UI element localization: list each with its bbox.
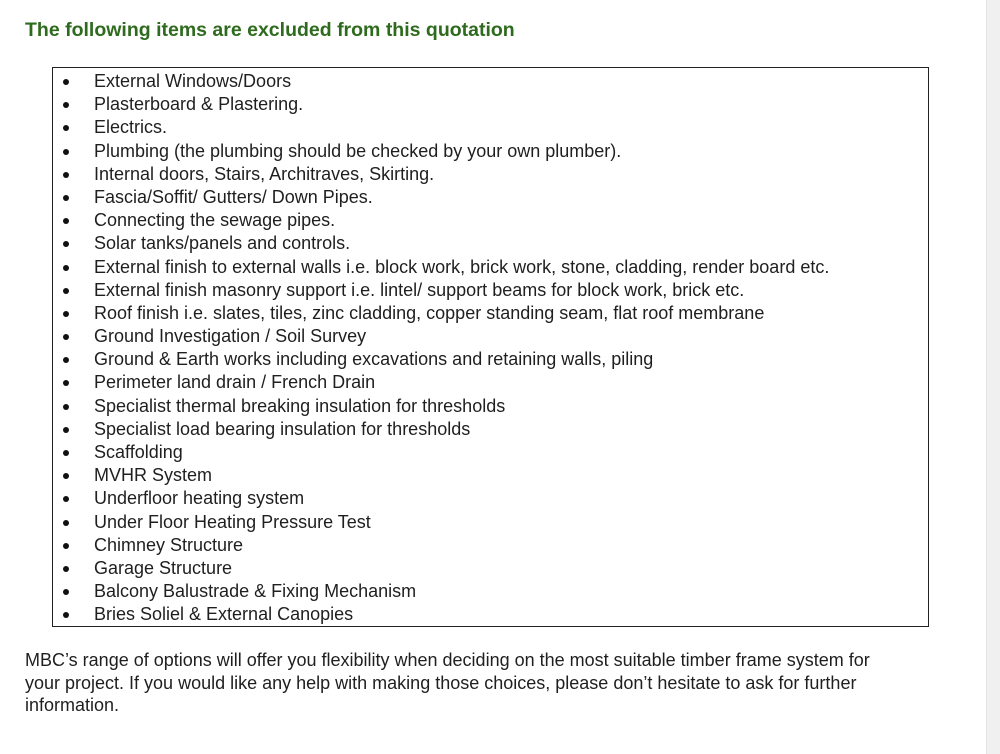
list-item-text: Connecting the sewage pipes.: [94, 210, 336, 231]
list-item-text: Plumbing (the plumbing should be checked by your own plumber).: [94, 140, 622, 161]
list-item-text: Specialist load bearing insulation for thresholds: [94, 418, 471, 439]
list-item: [53, 487, 928, 510]
bullet-icon: [63, 612, 69, 618]
bullet-icon: [63, 427, 69, 433]
list-item-text: Fascia/Soffit/ Gutters/ Down Pipes.: [94, 186, 373, 207]
bullet-icon: [63, 125, 69, 131]
list-item-text: Chimney Structure: [94, 534, 244, 555]
bullet-icon: [63, 334, 69, 340]
bullet-icon: [63, 380, 69, 386]
list-item-text: Electrics.: [94, 117, 168, 138]
list-item-text: Scaffolding: [94, 442, 183, 462]
list-item: [53, 93, 928, 116]
list-item: [53, 70, 928, 93]
bullet-icon: [63, 543, 69, 549]
list-item-text: Solar tanks/panels and controls.: [94, 233, 351, 254]
list-item: [53, 580, 928, 603]
list-item-text: Plasterboard & Plastering.: [94, 94, 304, 115]
list-item: [53, 371, 928, 394]
bullet-icon: [63, 218, 69, 224]
exclusions-box: [52, 67, 929, 627]
list-item: [53, 279, 928, 302]
list-item: [53, 209, 928, 232]
bullet-icon: [63, 357, 69, 363]
bullet-icon: [63, 172, 69, 178]
list-item: [53, 441, 928, 464]
list-item: [53, 325, 928, 348]
list-item: [53, 302, 928, 325]
bullet-icon: [63, 79, 69, 85]
bullet-icon: [63, 496, 69, 502]
bullet-icon: [63, 473, 69, 479]
list-item: [53, 256, 928, 279]
list-item-text: External finish masonry support i.e. lintel/ support beams for block work, brick etc.: [94, 279, 745, 300]
list-item-text: MVHR System: [94, 465, 213, 486]
list-item: [53, 140, 928, 163]
bullet-icon: [63, 265, 69, 271]
list-item-text: Roof finish i.e. slates, tiles, zinc cladding, copper standing seam, flat roof membrane: [94, 302, 765, 323]
list-item-text: Specialist thermal breaking insulation for thresholds: [94, 395, 506, 416]
list-item-text: Ground Investigation / Soil Survey: [94, 326, 367, 347]
list-item-text: Underfloor heating system: [94, 488, 305, 509]
list-item: [53, 557, 928, 580]
list-item-text: External finish to external walls i.e. block work, brick work, stone, cladding, render board etc.: [94, 256, 830, 277]
list-item: [53, 534, 928, 557]
bullet-icon: [63, 450, 69, 456]
list-item-text: Balcony Balustrade & Fixing Mechanism: [94, 581, 417, 602]
exclusions-list: [53, 68, 928, 627]
list-item: [53, 464, 928, 487]
footer-line: MBC’s range of options will offer you flexibility when deciding on the most suitable timber frame system for: [25, 650, 870, 670]
list-item: [53, 163, 928, 186]
bullet-icon: [63, 566, 69, 572]
list-item: [53, 395, 928, 418]
bullet-icon: [63, 589, 69, 595]
bullet-icon: [63, 195, 69, 201]
list-item-text: Garage Structure: [94, 557, 233, 578]
vertical-scrollbar[interactable]: [986, 0, 1000, 754]
list-item: [53, 348, 928, 371]
list-item: [53, 603, 928, 626]
footer-line: information.: [25, 695, 120, 715]
bullet-icon: [63, 520, 69, 526]
list-item-text: External Windows/Doors: [94, 71, 292, 91]
bullet-icon: [63, 241, 69, 247]
list-item-text: Perimeter land drain / French Drain: [94, 372, 376, 393]
list-item: [53, 232, 928, 255]
list-item-text: Under Floor Heating Pressure Test: [94, 511, 371, 532]
footer-line: your project. If you would like any help with making those choices, please don’t hesitate to ask for further: [25, 672, 857, 693]
footer-paragraph: [25, 649, 965, 717]
list-item: [53, 511, 928, 534]
list-item-text: Internal doors, Stairs, Architraves, Skirting.: [94, 163, 435, 184]
list-item: [53, 116, 928, 139]
list-item: [53, 186, 928, 209]
list-item-text: Ground & Earth works including excavations and retaining walls, piling: [94, 349, 654, 370]
bullet-icon: [63, 288, 69, 294]
bullet-icon: [63, 149, 69, 155]
bullet-icon: [63, 102, 69, 108]
list-item: [53, 418, 928, 441]
list-item-text: Bries Soliel & External Canopies: [94, 604, 354, 625]
bullet-icon: [63, 404, 69, 410]
bullet-icon: [63, 311, 69, 317]
page-title: The following items are excluded from this quotation: [25, 19, 515, 41]
